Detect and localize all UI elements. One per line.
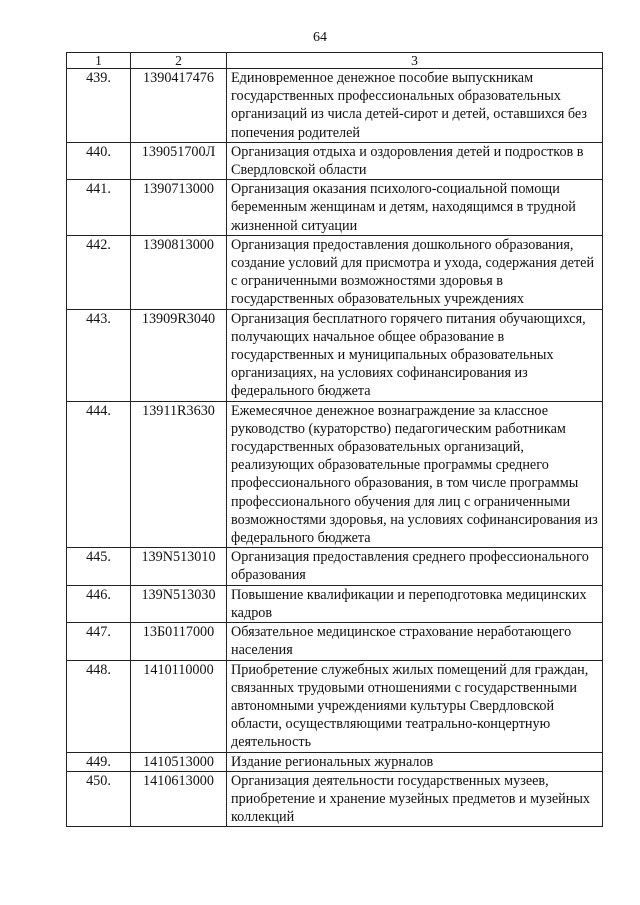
row-number: 445. [67, 548, 131, 585]
row-name: Обязательное медицинское страхование неработающего населения [227, 623, 603, 660]
table-row [67, 235, 603, 309]
row-name: Организация деятельности государственных музеев, приобретение и хранение музейных предметов и музейных коллекций [227, 771, 603, 827]
row-number: 444. [67, 401, 131, 548]
budget-items-table [66, 52, 603, 827]
row-code: 1390417476 [131, 69, 227, 143]
row-code: 1410613000 [131, 771, 227, 827]
table-body [67, 69, 603, 827]
row-number: 440. [67, 142, 131, 179]
row-name: Организация предоставления среднего профессионального образования [227, 548, 603, 585]
row-code: 1390713000 [131, 180, 227, 236]
table-row [67, 401, 603, 548]
row-code: 13911R3630 [131, 401, 227, 548]
row-code: 13909R3040 [131, 309, 227, 401]
table-row [67, 180, 603, 236]
row-number: 439. [67, 69, 131, 143]
row-code: 139N513010 [131, 548, 227, 585]
table-row [67, 142, 603, 179]
page-number: 64 [313, 30, 327, 45]
table-row [67, 771, 603, 827]
table-row [67, 660, 603, 752]
row-code: 139051700Л [131, 142, 227, 179]
row-name: Организация бесплатного горячего питания обучающихся, получающих начальное общее образование в государственных и муниципальных образовательных организациях, на условиях софинансирования из федерального бюджета [227, 309, 603, 401]
row-name: Ежемесячное денежное вознаграждение за классное руководство (кураторство) педагогическим работникам государственных образовательных организаций, реализующих образовательные программы среднего профессионального образования, в том числе программы профессионального обучения для лиц с ограниченными возможностями здоровья, на условиях софинансирования из федерального бюджета [227, 401, 603, 548]
table-header-row [67, 53, 603, 69]
row-name: Организация оказания психолого-социальной помощи беременным женщинам и детям, находящимся в трудной жизненной ситуации [227, 180, 603, 236]
row-name: Приобретение служебных жилых помещений для граждан, связанных трудовыми отношениями с государственными автономными учреждениями культуры Свердловской области, осуществляющими театрально-концертную деятельность [227, 660, 603, 752]
row-name: Организация отдыха и оздоровления детей и подростков в Свердловской области [227, 142, 603, 179]
row-code: 1410110000 [131, 660, 227, 752]
row-code: 1390813000 [131, 235, 227, 309]
row-number: 448. [67, 660, 131, 752]
table-row [67, 548, 603, 585]
row-number: 447. [67, 623, 131, 660]
row-name: Организация предоставления дошкольного образования, создание условий для присмотра и ухода, содержания детей с ограниченными возможностями здоровья в государственных образовательных учреждениях [227, 235, 603, 309]
row-number: 441. [67, 180, 131, 236]
row-name: Издание региональных журналов [227, 752, 603, 771]
row-name: Повышение квалификации и переподготовка медицинских кадров [227, 585, 603, 622]
row-code: 139N513030 [131, 585, 227, 622]
row-number: 450. [67, 771, 131, 827]
row-code: 13Б0117000 [131, 623, 227, 660]
table-row [67, 623, 603, 660]
column-header-number: 1 [67, 53, 131, 69]
row-number: 442. [67, 235, 131, 309]
column-header-code: 2 [131, 53, 227, 69]
column-header-name: 3 [227, 53, 603, 69]
row-number: 449. [67, 752, 131, 771]
table-row [67, 69, 603, 143]
table-row [67, 309, 603, 401]
table-row [67, 585, 603, 622]
row-name: Единовременное денежное пособие выпускникам государственных профессиональных образовательных организаций из числа детей-сирот и детей, оставшихся без попечения родителей [227, 69, 603, 143]
row-code: 1410513000 [131, 752, 227, 771]
table-row [67, 752, 603, 771]
row-number: 446. [67, 585, 131, 622]
row-number: 443. [67, 309, 131, 401]
